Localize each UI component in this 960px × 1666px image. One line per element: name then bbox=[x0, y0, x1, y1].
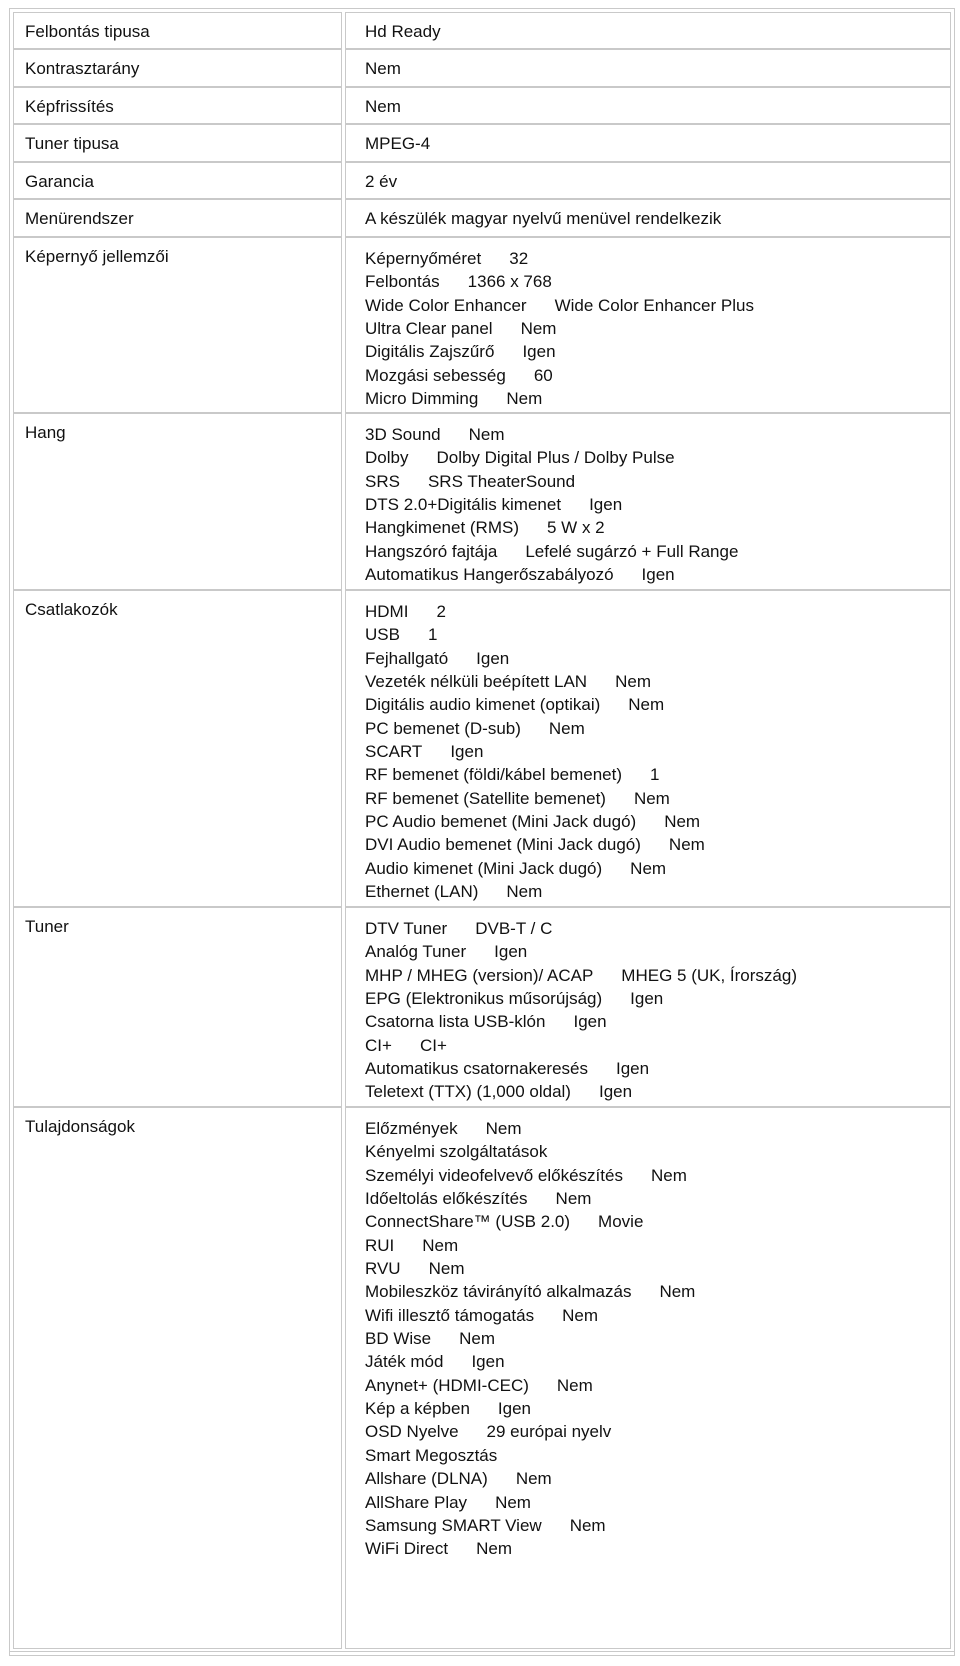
spec-item-value: Nem bbox=[562, 1305, 599, 1325]
spec-item-key: CI+ bbox=[365, 1035, 392, 1055]
spec-item-key: Csatorna lista USB-klón bbox=[365, 1012, 546, 1032]
label-cell bbox=[13, 49, 342, 87]
spec-item-value: Igen bbox=[497, 1399, 532, 1419]
spec-item-value: Nem bbox=[515, 1469, 552, 1489]
spec-item bbox=[365, 810, 705, 833]
label-cell bbox=[13, 413, 342, 590]
row-value: Nem bbox=[365, 59, 401, 78]
spec-item bbox=[365, 1257, 695, 1280]
spec-item-value: Igen bbox=[589, 495, 623, 515]
spec-item-key: Anynet+ (HDMI-CEC) bbox=[365, 1375, 529, 1395]
spec-item-key: Digitális Zajszűrő bbox=[365, 342, 495, 362]
spec-item-value: Nem bbox=[569, 1515, 606, 1535]
spec-item bbox=[365, 1374, 695, 1397]
spec-item-value: Nem bbox=[485, 1119, 522, 1138]
spec-item-key: Analóg Tuner bbox=[365, 942, 467, 962]
spec-item bbox=[365, 294, 754, 317]
spec-item bbox=[365, 540, 738, 563]
spec-item bbox=[365, 317, 754, 340]
spec-item bbox=[365, 857, 705, 880]
spec-item bbox=[365, 423, 738, 446]
spec-item-key: Hangkimenet (RMS) bbox=[365, 518, 519, 538]
spec-item-value: 5 W x 2 bbox=[547, 518, 605, 538]
spec-item-key: Ultra Clear panel bbox=[365, 319, 493, 339]
spec-item-value: Nem bbox=[428, 1259, 465, 1279]
value-cell bbox=[345, 124, 951, 162]
label-cell bbox=[13, 124, 342, 162]
spec-item-key: SCART bbox=[365, 742, 423, 762]
label-cell bbox=[13, 87, 342, 124]
spec-item-key: OSD Nyelve bbox=[365, 1422, 459, 1442]
group-items bbox=[365, 423, 738, 586]
label-cell bbox=[13, 907, 342, 1107]
spec-item-key: Dolby bbox=[365, 448, 409, 468]
spec-item-key: Ethernet (LAN) bbox=[365, 882, 479, 902]
spec-item bbox=[365, 717, 705, 740]
spec-item-value: Nem bbox=[628, 695, 665, 715]
value-cell bbox=[345, 12, 951, 49]
spec-group-sound bbox=[13, 413, 951, 590]
spec-item-value: Igen bbox=[616, 1059, 650, 1079]
row-value: 2 év bbox=[365, 172, 398, 191]
spec-item bbox=[365, 987, 797, 1010]
spec-item-value: SRS TheaterSound bbox=[427, 471, 576, 491]
spec-item bbox=[365, 623, 705, 646]
spec-item-key: Micro Dimming bbox=[365, 389, 479, 409]
spec-item bbox=[365, 917, 797, 940]
spec-item-value: Nem bbox=[556, 1375, 593, 1395]
spec-item-key: Játék mód bbox=[365, 1352, 444, 1372]
spec-group-screen bbox=[13, 237, 951, 413]
spec-item-key: Wide Color Enhancer bbox=[365, 295, 527, 315]
spec-item bbox=[365, 1280, 695, 1303]
value-cell bbox=[345, 1107, 951, 1649]
spec-item-key: Automatikus csatornakeresés bbox=[365, 1059, 588, 1079]
spec-item-key: RVU bbox=[365, 1259, 401, 1279]
spec-item-value: Nem bbox=[615, 672, 651, 692]
spec-item-value: Igen bbox=[641, 565, 675, 585]
spec-item-value: Nem bbox=[506, 389, 543, 409]
spec-item-key: Kép a képben bbox=[365, 1399, 470, 1419]
spec-row-tuner-type bbox=[13, 124, 951, 162]
spec-item-key: Vezeték nélküli beépített LAN bbox=[365, 672, 588, 692]
spec-item-value: Nem bbox=[630, 858, 667, 878]
label-cell bbox=[13, 12, 342, 49]
spec-item-key: Személyi videofelvevő előkészítés bbox=[365, 1165, 623, 1185]
spec-item bbox=[365, 1537, 695, 1560]
spec-item bbox=[365, 1187, 695, 1210]
spec-item-key: SRS bbox=[365, 471, 400, 491]
group-label: Tulajdonságok bbox=[25, 1117, 135, 1136]
spec-item-value: Igen bbox=[630, 989, 664, 1009]
spec-item bbox=[365, 493, 738, 516]
spec-item-value: Nem bbox=[664, 812, 701, 832]
spec-item-value: Nem bbox=[495, 1492, 531, 1512]
spec-item-key: Hangszóró fajtája bbox=[365, 541, 498, 561]
spec-item bbox=[365, 1491, 695, 1514]
spec-item-value: Wide Color Enhancer Plus bbox=[554, 295, 754, 315]
spec-item-key: BD Wise bbox=[365, 1329, 432, 1349]
spec-item-value: Nem bbox=[668, 835, 705, 855]
spec-item-value: Lefelé sugárzó + Full Range bbox=[525, 541, 739, 561]
spec-item-key: DTV Tuner bbox=[365, 919, 448, 938]
spec-item-key: Felbontás bbox=[365, 272, 440, 292]
spec-item-key: RF bemenet (Satellite bemenet) bbox=[365, 788, 606, 808]
spec-item-key: Képernyőméret bbox=[365, 249, 482, 268]
row-label: Menürendszer bbox=[25, 209, 134, 228]
group-label: Hang bbox=[25, 423, 66, 442]
spec-item-key: Digitális audio kimenet (optikai) bbox=[365, 695, 601, 715]
spec-group-connectors bbox=[13, 590, 951, 907]
group-items bbox=[365, 1117, 695, 1561]
spec-item-key: ConnectShare™ (USB 2.0) bbox=[365, 1212, 571, 1232]
spec-item-key: Kényelmi szolgáltatások bbox=[365, 1142, 548, 1162]
spec-item-value: DVB-T / C bbox=[475, 919, 553, 938]
spec-item-value: Igen bbox=[471, 1352, 505, 1372]
spec-group-features bbox=[13, 1107, 951, 1649]
spec-item-value: Movie bbox=[598, 1212, 644, 1232]
value-cell bbox=[345, 413, 951, 590]
spec-item-key: HDMI bbox=[365, 602, 409, 621]
spec-item bbox=[365, 1420, 695, 1443]
spec-item-value: MHEG 5 (UK, Írország) bbox=[621, 965, 797, 985]
group-label: Képernyő jellemzői bbox=[25, 247, 169, 266]
spec-item bbox=[365, 387, 754, 410]
label-cell bbox=[13, 162, 342, 199]
spec-item-key: RF bemenet (földi/kábel bemenet) bbox=[365, 765, 623, 785]
spec-item-value: Igen bbox=[598, 1082, 633, 1102]
spec-item-value: Nem bbox=[422, 1235, 459, 1255]
spec-item bbox=[365, 600, 705, 623]
value-cell bbox=[345, 590, 951, 907]
group-label: Tuner bbox=[25, 917, 69, 936]
group-label: Csatlakozók bbox=[25, 600, 118, 619]
row-value: A készülék magyar nyelvű menüvel rendelkezik bbox=[365, 209, 722, 228]
spec-item-key: Audio kimenet (Mini Jack dugó) bbox=[365, 858, 603, 878]
spec-item-value: Igen bbox=[494, 942, 528, 962]
spec-item-key: Időeltolás előkészítés bbox=[365, 1189, 528, 1209]
spec-item-value: Nem bbox=[548, 718, 585, 738]
spec-item-key: Mobileszköz távirányító alkalmazás bbox=[365, 1282, 632, 1302]
spec-item bbox=[365, 470, 738, 493]
spec-item bbox=[365, 1080, 797, 1103]
spec-table bbox=[9, 8, 955, 1656]
spec-item-value: Nem bbox=[476, 1539, 513, 1559]
spec-item-key: Automatikus Hangerőszabályozó bbox=[365, 565, 614, 585]
spec-item bbox=[365, 446, 738, 469]
spec-item-key: Smart Megosztás bbox=[365, 1445, 498, 1465]
spec-item bbox=[365, 516, 738, 539]
group-items bbox=[365, 917, 797, 1104]
spec-item-value: 1 bbox=[427, 625, 438, 645]
spec-item bbox=[365, 787, 705, 810]
value-cell bbox=[345, 199, 951, 237]
spec-row-menu bbox=[13, 199, 951, 237]
label-cell bbox=[13, 590, 342, 907]
spec-item-key: Mozgási sebesség bbox=[365, 365, 506, 385]
spec-item bbox=[365, 647, 705, 670]
row-label: Garancia bbox=[25, 172, 94, 191]
spec-item-value: Nem bbox=[659, 1282, 696, 1302]
value-cell bbox=[345, 49, 951, 87]
spec-item bbox=[365, 1117, 695, 1140]
spec-item-key: AllShare Play bbox=[365, 1492, 468, 1512]
spec-row-refresh bbox=[13, 87, 951, 124]
label-cell bbox=[13, 1107, 342, 1649]
spec-item-value: Nem bbox=[506, 882, 543, 902]
spec-item-value: Nem bbox=[555, 1189, 592, 1209]
row-label: Képfrissítés bbox=[25, 97, 114, 116]
spec-item bbox=[365, 1057, 797, 1080]
spec-item-value: 1366 x 768 bbox=[467, 272, 552, 292]
value-cell bbox=[345, 237, 951, 413]
spec-item-value: Nem bbox=[633, 788, 670, 808]
spec-item bbox=[365, 1397, 695, 1420]
value-cell bbox=[345, 907, 951, 1107]
spec-item bbox=[365, 1304, 695, 1327]
spec-item bbox=[365, 693, 705, 716]
row-value: Nem bbox=[365, 97, 401, 116]
spec-item-value: 32 bbox=[509, 249, 529, 268]
spec-item-value: Igen bbox=[450, 742, 484, 762]
spec-item-key: Allshare (DLNA) bbox=[365, 1469, 488, 1489]
spec-item bbox=[365, 1164, 695, 1187]
spec-item bbox=[365, 763, 705, 786]
spec-item-value: Nem bbox=[520, 319, 557, 339]
spec-item-key: Fejhallgató bbox=[365, 648, 449, 668]
spec-group-tuner bbox=[13, 907, 951, 1107]
spec-item bbox=[365, 1140, 695, 1163]
spec-row-resolution-type bbox=[13, 12, 951, 49]
spec-item-key: EPG (Elektronikus műsorújság) bbox=[365, 989, 603, 1009]
spec-item-key: USB bbox=[365, 625, 400, 645]
spec-item-key: RUI bbox=[365, 1235, 395, 1255]
spec-item bbox=[365, 964, 797, 987]
spec-item-key: Előzmények bbox=[365, 1119, 458, 1138]
spec-item-value: Igen bbox=[522, 342, 556, 362]
spec-item bbox=[365, 1467, 695, 1490]
spec-item-value: Nem bbox=[650, 1165, 687, 1185]
spec-item bbox=[365, 1210, 695, 1233]
spec-item-value: Igen bbox=[573, 1012, 607, 1032]
spec-item-key: MHP / MHEG (version)/ ACAP bbox=[365, 965, 594, 985]
row-value: Hd Ready bbox=[365, 22, 441, 41]
spec-item bbox=[365, 740, 705, 763]
label-cell bbox=[13, 237, 342, 413]
spec-item bbox=[365, 1444, 695, 1467]
row-value: MPEG-4 bbox=[365, 134, 431, 153]
spec-item bbox=[365, 833, 705, 856]
group-items bbox=[365, 247, 754, 410]
spec-item-value: Dolby Digital Plus / Dolby Pulse bbox=[436, 448, 675, 468]
spec-item-value: 60 bbox=[533, 365, 553, 385]
spec-item bbox=[365, 1514, 695, 1537]
spec-item-key: Wifi illesztő támogatás bbox=[365, 1305, 535, 1325]
spec-row-contrast bbox=[13, 49, 951, 87]
spec-item-key: DTS 2.0+Digitális kimenet bbox=[365, 495, 562, 515]
label-cell bbox=[13, 199, 342, 237]
spec-item-key: DVI Audio bemenet (Mini Jack dugó) bbox=[365, 835, 641, 855]
value-cell bbox=[345, 87, 951, 124]
spec-item-key: PC bemenet (D-sub) bbox=[365, 718, 521, 738]
group-items bbox=[365, 600, 705, 903]
spec-item bbox=[365, 1350, 695, 1373]
spec-item-value: Nem bbox=[468, 425, 505, 444]
row-label: Tuner tipusa bbox=[25, 134, 119, 153]
spec-item-value: Nem bbox=[459, 1329, 496, 1349]
spec-item bbox=[365, 1034, 797, 1057]
row-label: Kontrasztarány bbox=[25, 59, 140, 78]
spec-item bbox=[365, 270, 754, 293]
spec-item-key: 3D Sound bbox=[365, 425, 441, 444]
spec-item bbox=[365, 940, 797, 963]
spec-item bbox=[365, 247, 754, 270]
spec-item-value: 29 európai nyelv bbox=[486, 1422, 612, 1442]
spec-item-value: Igen bbox=[476, 648, 510, 668]
spec-item bbox=[365, 1010, 797, 1033]
spec-item-key: Samsung SMART View bbox=[365, 1515, 542, 1535]
spec-item bbox=[365, 364, 754, 387]
spec-item-key: WiFi Direct bbox=[365, 1539, 449, 1559]
spec-item bbox=[365, 1327, 695, 1350]
spec-item-value: 2 bbox=[436, 602, 446, 621]
spec-item bbox=[365, 563, 738, 586]
spec-item-key: Teletext (TTX) (1,000 oldal) bbox=[365, 1082, 571, 1102]
spec-item bbox=[365, 340, 754, 363]
spec-row-warranty bbox=[13, 162, 951, 199]
row-label: Felbontás tipusa bbox=[25, 22, 150, 41]
spec-item-value: CI+ bbox=[419, 1035, 447, 1055]
spec-item bbox=[365, 670, 705, 693]
spec-item bbox=[365, 1234, 695, 1257]
spec-item-key: PC Audio bemenet (Mini Jack dugó) bbox=[365, 812, 637, 832]
spec-item-value: 1 bbox=[650, 765, 660, 785]
spec-item bbox=[365, 880, 705, 903]
value-cell bbox=[345, 162, 951, 199]
